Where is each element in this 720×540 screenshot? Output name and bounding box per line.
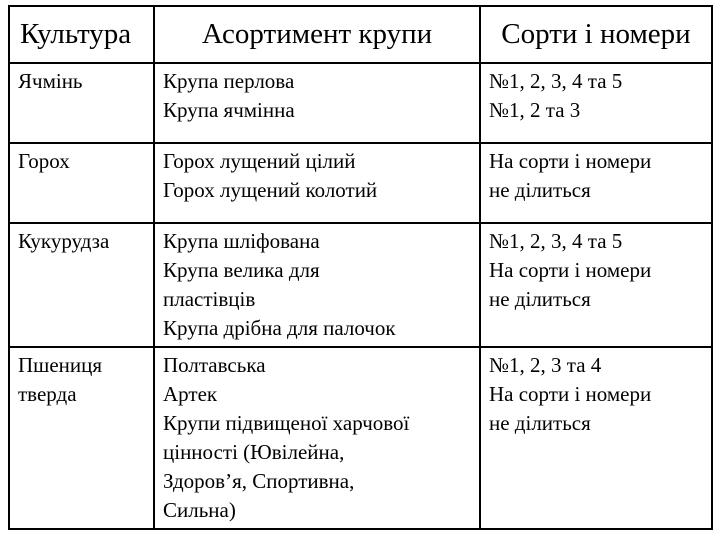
cell-assortment: Полтавська Артек Крупи підвищеної харчової цінності (Ювілейна, Здоров’я, Спортивна, Сильна) <box>154 347 480 529</box>
cell-crop: Кукурудза <box>9 223 154 347</box>
table-row <box>9 143 712 223</box>
cell-crop: Ячмінь <box>9 63 154 143</box>
table-row <box>9 347 712 529</box>
cell-assortment: Горох лущений цілий Горох лущений колотий <box>154 143 480 223</box>
cell-assortment: Крупа шліфована Крупа велика для пластівців Крупа дрібна для палочок <box>154 223 480 347</box>
grain-table <box>8 5 713 530</box>
cell-grades: На сорти і номери не ділиться <box>480 143 712 223</box>
header-crop: Культура <box>9 6 154 63</box>
cell-crop: Горох <box>9 143 154 223</box>
cell-grades: №1, 2, 3 та 4 На сорти і номери не ділиться <box>480 347 712 529</box>
cell-grades: №1, 2, 3, 4 та 5 №1, 2 та 3 <box>480 63 712 143</box>
cell-grades: №1, 2, 3, 4 та 5 На сорти і номери не ділиться <box>480 223 712 347</box>
header-grades: Сорти і номери <box>480 6 712 63</box>
table-row <box>9 63 712 143</box>
header-assortment: Асортимент крупи <box>154 6 480 63</box>
cell-crop: Пшениця тверда <box>9 347 154 529</box>
table-row <box>9 223 712 347</box>
cell-assortment: Крупа перлова Крупа ячмінна <box>154 63 480 143</box>
header-row <box>9 6 712 63</box>
